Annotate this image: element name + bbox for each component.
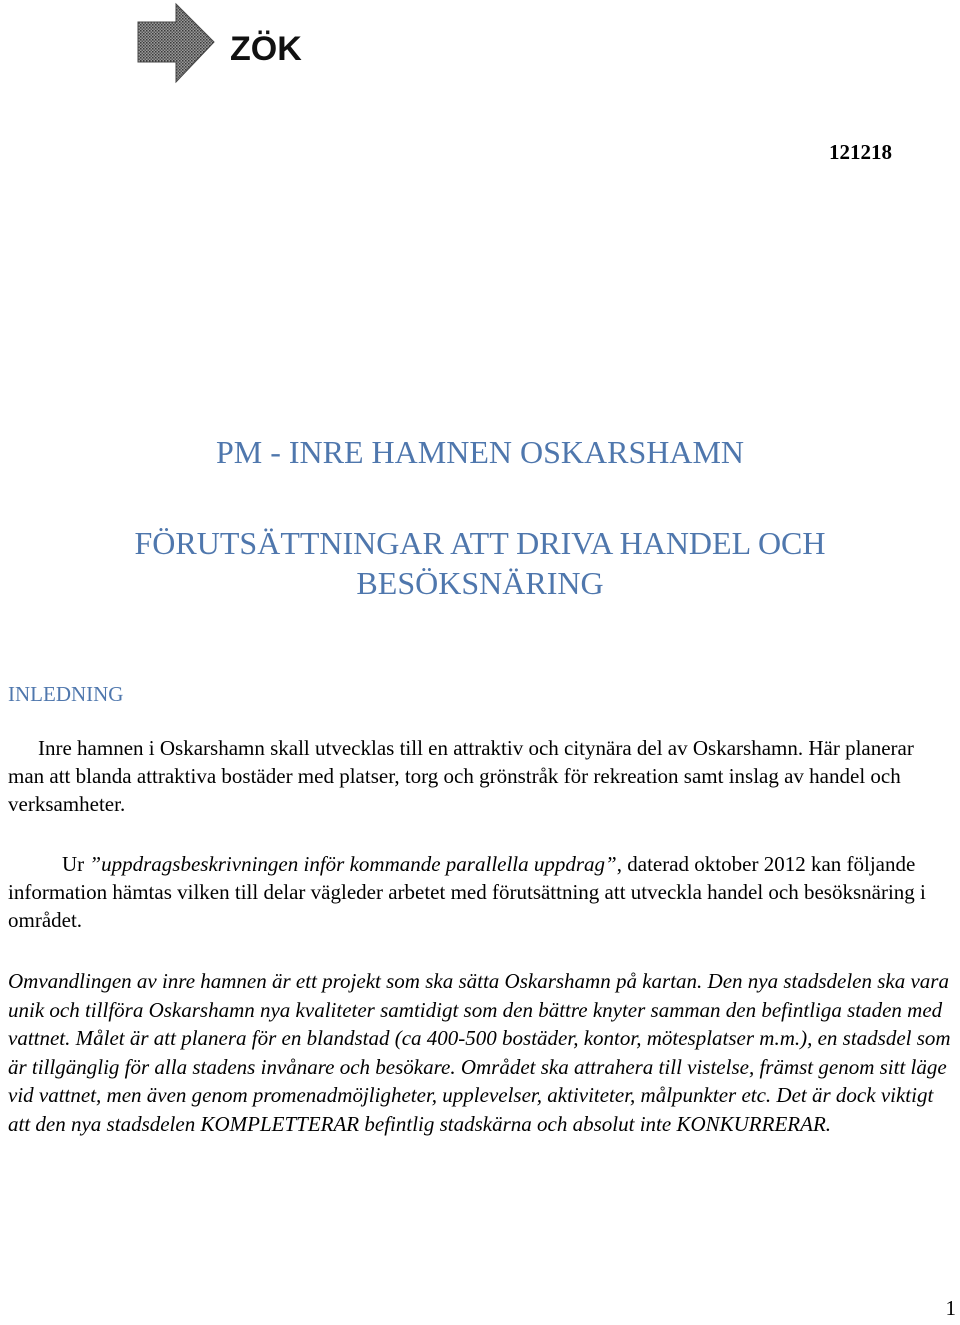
source-lead: Ur — [62, 852, 90, 876]
intro-paragraph: Inre hamnen i Oskarshamn skall utvecklas till en attraktiv och citynära del av Oskarshamn. Här planerar man att blanda attraktiva bostäder med platser, torg och grönstråk för rekreation samt inslag av handel och verksamheter. — [8, 736, 914, 816]
arrow-logo-icon — [134, 0, 314, 86]
source-paragraph — [8, 850, 954, 934]
source-quote: ”uppdragsbeskrivningen inför kommande parallella uppdrag” — [89, 852, 617, 876]
source-tail: , daterad oktober 2012 kan följande information hämtas vilken till delar vägleder arbetet med förutsättning att utveckla handel och besöksnäring i området. — [8, 852, 926, 932]
document-title: PM - INRE HAMNEN OSKARSHAMN — [215, 434, 745, 470]
document-date: 121218 — [829, 140, 892, 164]
quoted-paragraph: Omvandlingen av inre hamnen är ett projekt som ska sätta Oskarshamn på kartan. Den nya stadsdelen ska vara unik och tillföra Oskarshamn nya kvaliteter samtidigt som den bättre knyter samman den befintliga staden med vattnet. Målet är att planera för en blandstad (ca 400-500 bostäder, kontor, mötesplatser m.m.), en stadsdel som är tillgänglig för alla stadens invånare och besökare. Området ska attrahera till vistelse, främst genom sitt läge vid vattnet, men även genom promenadmöjligheter, upplevelser, aktiviteter, målpunkter etc. Det är dock viktigt att den nya stadsdelen KOMPLETTERAR befintlig stadskärna och absolut inte KONKURRERAR. — [8, 969, 951, 1136]
logo-text: ZÖK — [230, 30, 302, 68]
document-subtitle — [0, 523, 960, 603]
section-heading: INLEDNING — [8, 682, 124, 706]
page-number: 1 — [945, 1296, 956, 1320]
zok-logo — [134, 0, 314, 86]
subtitle-line-2: BESÖKSNÄRING — [356, 565, 604, 601]
subtitle-line-1: FÖRUTSÄTTNINGAR ATT DRIVA HANDEL OCH — [134, 525, 826, 561]
